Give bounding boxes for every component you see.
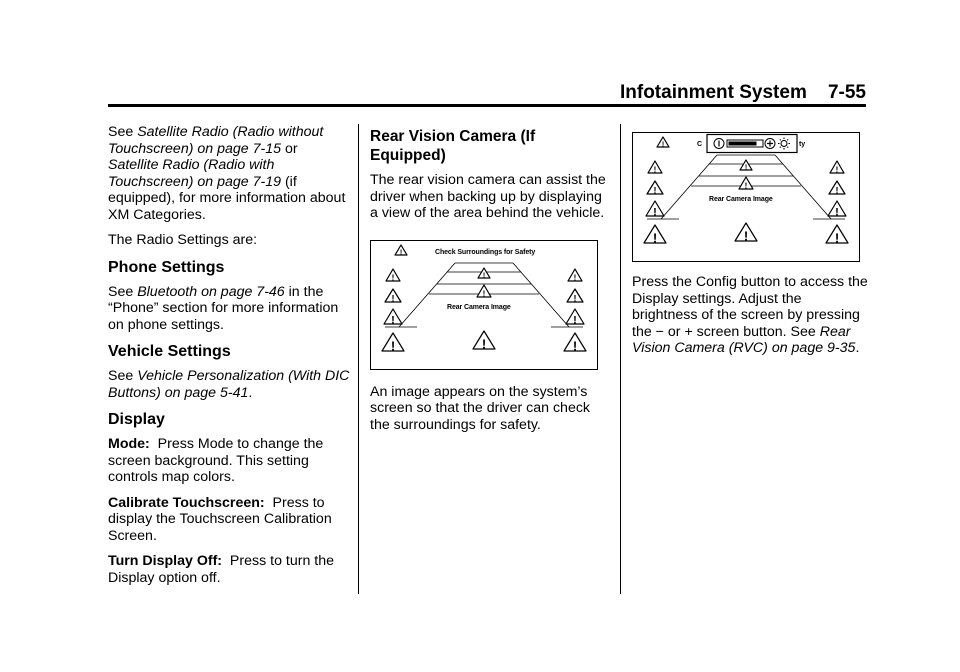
svg-text:!: !	[391, 273, 395, 282]
svg-text:!: !	[482, 272, 486, 279]
display-heading: Display	[108, 411, 165, 428]
brightness-control	[707, 135, 797, 153]
svg-text:!: !	[744, 164, 748, 172]
calibrate-term: Calibrate Touchscreen:	[108, 494, 265, 511]
column-separator-2	[620, 124, 621, 594]
mode-text: Press Mode to change the screen background. This setting controls map colors.	[108, 436, 328, 485]
turnoff-text: Press to turn the Display option off.	[108, 553, 338, 586]
svg-text:!: !	[391, 314, 395, 326]
phone-see: See	[108, 283, 138, 300]
svg-text:!: !	[835, 165, 839, 175]
vehicle-settings-heading: Vehicle Settings	[108, 343, 231, 360]
rear-vision-after: An image appears on the system’s screen so that the driver can check the surroundings for safety.	[370, 383, 591, 433]
phone-paragraph	[108, 284, 350, 334]
svg-text:!: !	[482, 289, 486, 298]
calibrate-text: Press to display the Touchscreen Calibration Screen.	[108, 494, 336, 544]
svg-text:!: !	[835, 206, 839, 219]
svg-text:!: !	[652, 230, 658, 246]
header-rule	[108, 104, 866, 107]
turnoff-paragraph	[108, 553, 350, 586]
turnoff-term: Turn Display Off:	[108, 553, 223, 569]
svg-text:!: !	[573, 314, 577, 326]
page-header-title: Infotainment System 7-55	[619, 82, 866, 103]
svg-text:!: !	[572, 338, 578, 353]
config-paragraph	[632, 274, 868, 357]
ref-bluetooth[interactable]: Bluetooth on page 7-46	[137, 283, 285, 300]
satellite-paragraph	[108, 124, 350, 223]
svg-text:!: !	[744, 181, 748, 191]
vehicle-see: See	[108, 368, 138, 384]
column-separator-1	[358, 124, 359, 594]
config-text: Press the Config button to access the Display settings. Adjust the brightness of the screen by pressing the − or + screen button. See	[632, 274, 868, 340]
svg-text:!: !	[399, 249, 403, 256]
figure-check-label: Check Surroundings for Safety	[435, 248, 536, 256]
page-header	[600, 82, 866, 106]
see-prefix: See	[108, 124, 138, 140]
figure-center-label: Rear Camera Image	[447, 303, 511, 311]
phone-text: in the “Phone” section for more information on phone settings.	[108, 283, 339, 333]
xm-text: (if equipped), for more information about XM Categories.	[108, 173, 346, 223]
svg-text:!: !	[834, 230, 840, 246]
ref-vehicle-personalization[interactable]: Vehicle Personalization (With DIC Buttons) on page 5-41	[108, 368, 350, 401]
vehicle-end: .	[248, 384, 253, 401]
figure-check-label-tail: ty	[799, 141, 806, 148]
mode-paragraph	[108, 436, 350, 486]
svg-text:!: !	[661, 141, 665, 149]
ref-rvc[interactable]: Rear Vision Camera (RVC) on page 9-35	[632, 323, 856, 356]
svg-text:!: !	[481, 336, 487, 351]
mode-term: Mode:	[108, 436, 150, 452]
config-end: .	[855, 340, 860, 356]
calibrate-paragraph	[108, 495, 350, 545]
rear-vision-intro: The rear vision camera can assist the driver when backing up by displaying a view of the area behind the vehicle.	[370, 172, 606, 221]
radio-settings-text: The Radio Settings are:	[108, 232, 258, 248]
svg-text:!: !	[390, 338, 396, 353]
svg-text:!: !	[653, 185, 657, 196]
column-1	[108, 124, 350, 595]
ref-satellite-touchscreen[interactable]: Satellite Radio (Radio with Touchscreen) on page 7-19	[108, 157, 281, 190]
column-3	[632, 124, 868, 366]
column-2	[370, 124, 610, 442]
svg-text:!: !	[573, 293, 577, 303]
rear-camera-config-figure	[632, 132, 860, 262]
figure-center-label: Rear Camera Image	[709, 196, 773, 203]
ref-satellite-no-touchscreen[interactable]: Satellite Radio (Radio without Touchscreen) on page 7-15	[108, 124, 324, 157]
svg-text:!: !	[653, 206, 657, 219]
figure-check-label-partial: C	[697, 141, 702, 148]
svg-text:!: !	[743, 228, 749, 244]
svg-text:!: !	[835, 185, 839, 196]
svg-text:!: !	[391, 293, 395, 303]
svg-text:!: !	[573, 273, 577, 282]
svg-text:!: !	[653, 165, 657, 175]
phone-settings-heading: Phone Settings	[108, 258, 225, 276]
rear-vision-heading: Rear Vision Camera (If Equipped)	[370, 128, 536, 164]
rear-camera-figure	[370, 240, 598, 370]
vehicle-paragraph	[108, 368, 350, 401]
or-text: or	[281, 140, 298, 157]
